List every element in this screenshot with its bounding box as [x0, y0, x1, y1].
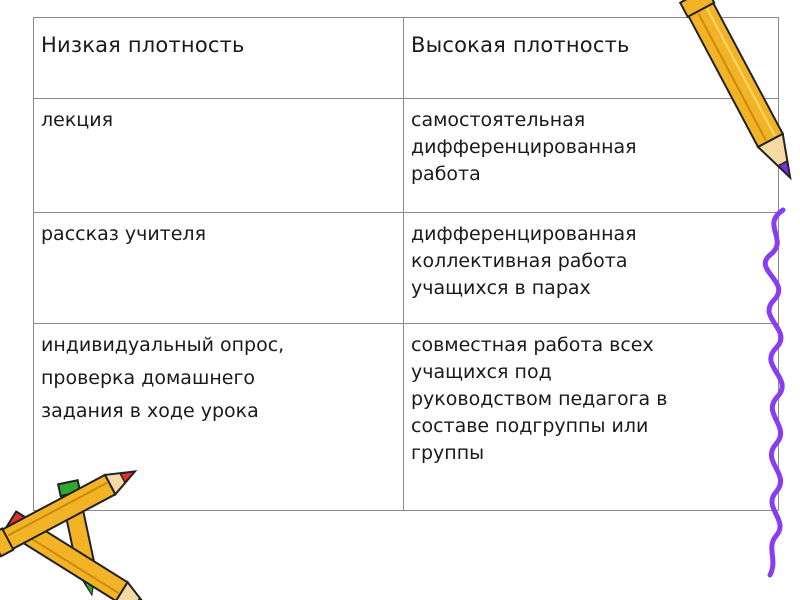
cell-text: учащихся в парах [411, 277, 591, 299]
cell-high [404, 213, 779, 324]
cell-text: группы [411, 442, 485, 464]
cell-text: рассказ учителя [41, 223, 207, 245]
cell-text: составе подгруппы или [411, 415, 649, 437]
cell-text: проверка домашнего [41, 367, 256, 389]
cell-low [34, 213, 404, 324]
table-header-row [34, 18, 779, 99]
cell-text: задания в ходе урока [41, 400, 259, 422]
cell-text: учащихся под [411, 361, 552, 383]
cell-text: дифференцированная [411, 136, 637, 158]
cell-text: коллективная работа [411, 250, 628, 272]
table-row [34, 99, 779, 213]
cell-text: лекция [41, 109, 114, 131]
cell-low [34, 324, 404, 511]
cell-text: индивидуальный опрос, [41, 334, 285, 356]
cell-text: работа [411, 163, 481, 185]
cell-text: самостоятельная [411, 109, 586, 131]
density-table [33, 17, 779, 511]
cell-text: совместная работа всех [411, 334, 654, 356]
table-row [34, 324, 779, 511]
header-low-density: Низкая плотность [34, 18, 404, 99]
header-high-density: Высокая плотность [404, 18, 779, 99]
cell-text: дифференцированная [411, 223, 637, 245]
table-row [34, 213, 779, 324]
cell-text: руководством педагога в [411, 388, 668, 410]
cell-low [34, 99, 404, 213]
cell-high [404, 99, 779, 213]
cell-high [404, 324, 779, 511]
